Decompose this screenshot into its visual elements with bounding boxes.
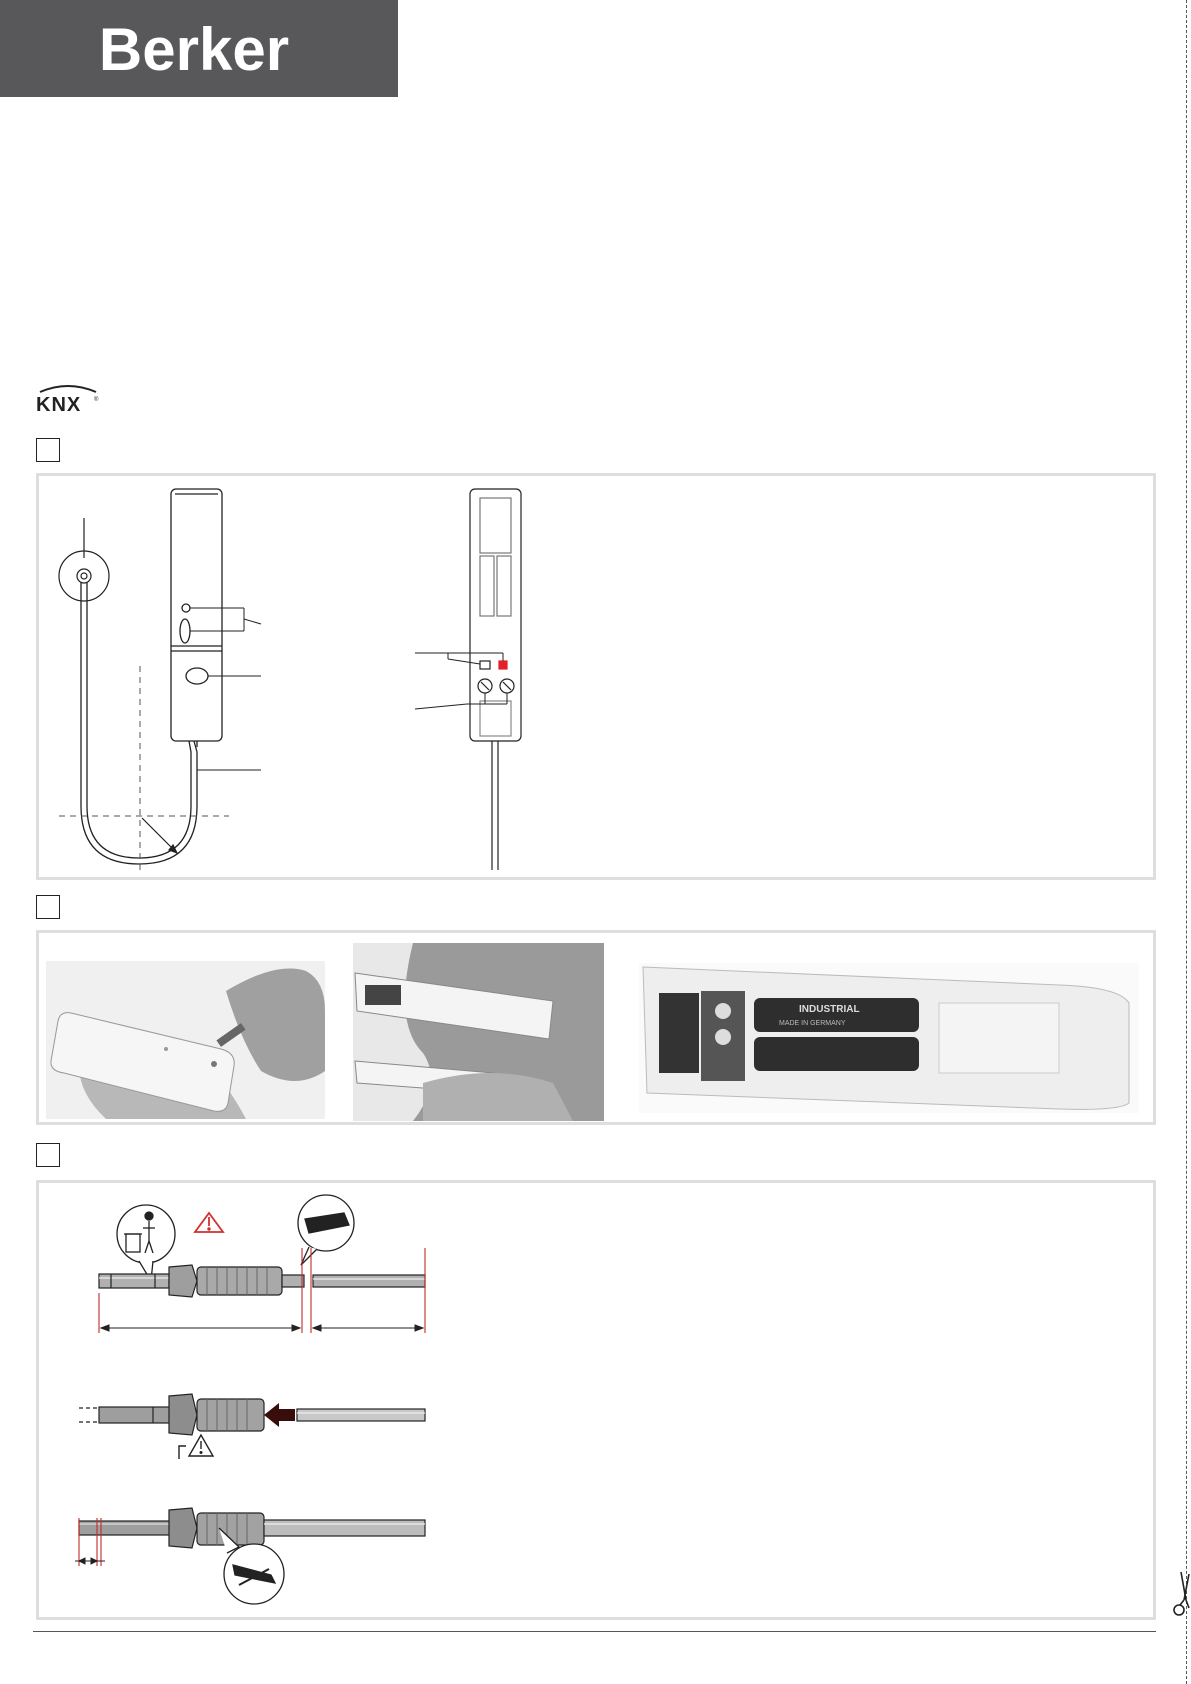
step-1-number-box [36, 438, 60, 462]
sensor-rear-housing [470, 489, 521, 870]
battery-label: INDUSTRIAL [799, 1004, 860, 1015]
cutter-icon [298, 1195, 354, 1265]
insert-arrow-icon [264, 1403, 295, 1427]
cut-line [1186, 0, 1187, 1684]
sensor-front-housing [171, 489, 222, 747]
disposal-icon [117, 1205, 175, 1281]
figure-3-panel [36, 1180, 1156, 1620]
cable-strip-diagram [79, 1508, 425, 1548]
cable-assembly-diagram [79, 1394, 425, 1435]
brand-logo: Berker [98, 16, 290, 83]
figure-1-panel [36, 473, 1156, 880]
photo-unscrew-housing [46, 961, 325, 1119]
battery-text: MADE IN GERMANY [779, 1020, 846, 1027]
step-2-number-box [36, 895, 60, 919]
warning-icon [195, 1213, 223, 1232]
figure-2-panel [36, 930, 1156, 1125]
knx-logo [36, 382, 100, 414]
scissors-icon [1173, 1570, 1191, 1624]
photo-open-housing [353, 943, 604, 1121]
svg-text:®: ® [94, 397, 99, 403]
warning-icon-small [179, 1435, 213, 1459]
svg-text:KNX: KNX [36, 394, 82, 414]
photo-battery-compartment [639, 963, 1139, 1113]
brand-header [0, 0, 398, 97]
dimension-arrows [101, 1325, 423, 1331]
figure-3-drawing [39, 1183, 1153, 1617]
bottom-rule [33, 1631, 1156, 1632]
step-3-number-box [36, 1143, 60, 1167]
figure-1-drawing [39, 476, 1153, 877]
